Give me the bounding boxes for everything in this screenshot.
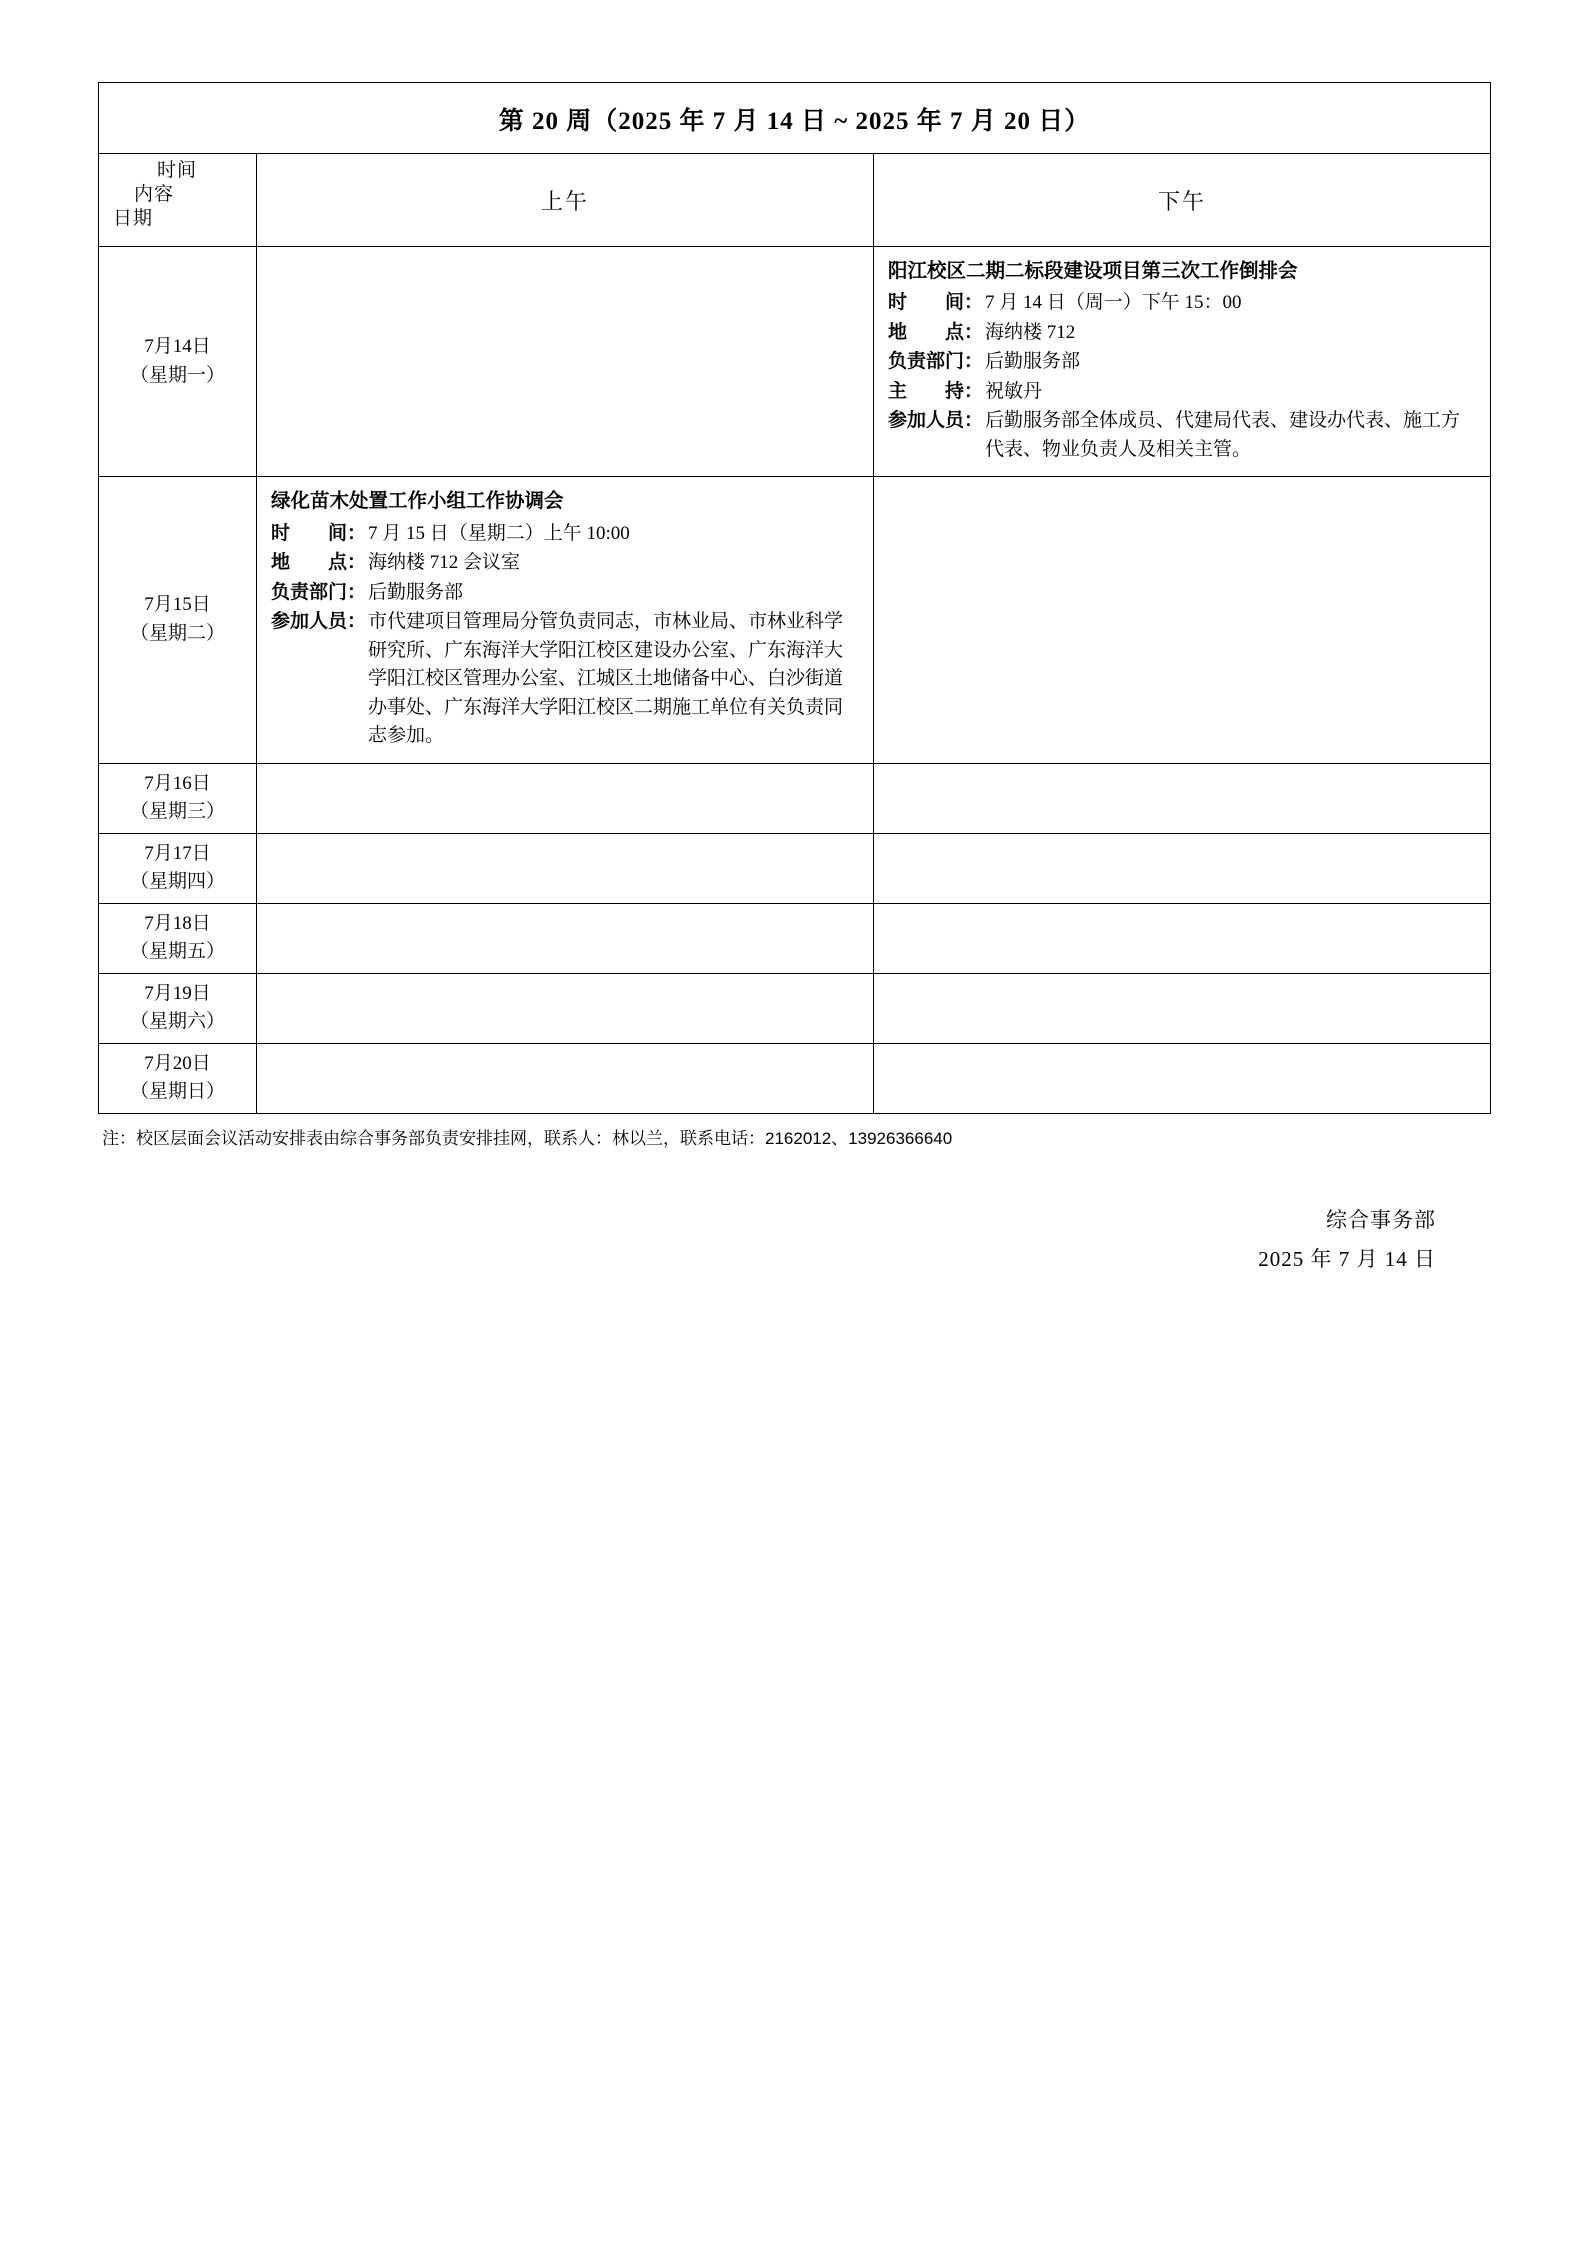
event-department-value: 后勤服务部 bbox=[368, 581, 464, 603]
signature-block bbox=[98, 1201, 1490, 1281]
event-host-row bbox=[888, 378, 1478, 407]
event-label-department: 负责部门： bbox=[888, 351, 984, 373]
afternoon-cell bbox=[874, 903, 1491, 973]
corner-label-time: 时间 bbox=[157, 160, 198, 181]
event-place-value: 海纳楼 712 会议室 bbox=[368, 552, 521, 573]
event-place-row bbox=[271, 549, 861, 578]
morning-cell bbox=[257, 973, 874, 1043]
event-title: 阳江校区二期二标段建设项目第三次工作倒排会 bbox=[888, 260, 1298, 282]
table-row bbox=[99, 973, 1491, 1043]
table-header-row bbox=[99, 154, 1491, 247]
morning-cell bbox=[257, 247, 874, 477]
event-label-attendees: 参加人员： bbox=[271, 611, 367, 632]
event-department-row bbox=[888, 348, 1478, 377]
afternoon-cell bbox=[874, 477, 1491, 763]
event-attendees-value: 后勤服务部全体成员、代建局代表、建设办代表、施工方代表、物业负责人及相关主管。 bbox=[985, 410, 1461, 460]
event-block bbox=[874, 247, 1490, 476]
day-date: 7月15日 bbox=[144, 594, 211, 616]
day-cell bbox=[99, 1043, 257, 1113]
morning-cell bbox=[257, 833, 874, 903]
day-weekday: （星期一） bbox=[129, 364, 225, 386]
day-cell bbox=[99, 833, 257, 903]
column-header-morning: 上午 bbox=[257, 154, 874, 247]
table-row bbox=[99, 247, 1491, 477]
afternoon-cell bbox=[874, 763, 1491, 833]
event-attendees-value: 市代建项目管理局分管负责同志，市林业局、市林业科学研究所、广东海洋大学阳江校区建设办公室、广东海洋大学阳江校区管理办公室、江城区土地储备中心、白沙街道办事处、广东海洋大学阳江校区二期施工单位有关负责同志参加。 bbox=[368, 611, 844, 746]
event-time-value: 7 月 15 日（星期二）上午 10:00 bbox=[368, 522, 630, 544]
event-block bbox=[257, 477, 873, 762]
day-date: 7月14日 bbox=[144, 336, 211, 358]
day-date: 7月20日 bbox=[144, 1052, 211, 1074]
table-row bbox=[99, 833, 1491, 903]
morning-cell bbox=[257, 477, 874, 763]
weekly-schedule-table bbox=[98, 82, 1491, 1114]
table-row bbox=[99, 1043, 1491, 1113]
event-title: 绿化苗木处置工作小组工作协调会 bbox=[271, 490, 564, 513]
event-host-value: 祝敏丹 bbox=[985, 380, 1043, 402]
morning-cell bbox=[257, 763, 874, 833]
day-weekday: （星期五） bbox=[129, 941, 225, 962]
day-date: 7月18日 bbox=[144, 912, 211, 934]
afternoon-cell bbox=[874, 973, 1491, 1043]
footer-note: 注：校区层面会议活动安排表由综合事务部负责安排挂网，联系人：林以兰，联系电话：2162012、13926366640 bbox=[102, 1128, 953, 1148]
day-weekday: （星期日） bbox=[129, 1081, 225, 1102]
event-label-place: 地 点： bbox=[888, 321, 984, 343]
afternoon-cell bbox=[874, 833, 1491, 903]
day-cell bbox=[99, 973, 257, 1043]
day-weekday: （星期二） bbox=[129, 622, 225, 644]
day-date: 7月17日 bbox=[144, 842, 211, 864]
corner-label-content: 内容 bbox=[134, 184, 175, 205]
day-cell bbox=[99, 247, 257, 477]
day-cell bbox=[99, 477, 257, 763]
schedule-title: 第 20 周（2025 年 7 月 14 日 ~ 2025 年 7 月 20 日） bbox=[99, 83, 1491, 154]
column-header-afternoon: 下午 bbox=[874, 154, 1491, 247]
signature-org: 综合事务部 bbox=[1326, 1207, 1436, 1232]
event-label-time: 时 间： bbox=[271, 522, 367, 544]
table-row bbox=[99, 903, 1491, 973]
event-time-row bbox=[888, 289, 1478, 318]
morning-cell bbox=[257, 903, 874, 973]
document-body bbox=[98, 82, 1490, 1280]
table-row bbox=[99, 477, 1491, 763]
event-label-department: 负责部门： bbox=[271, 581, 367, 603]
event-time-row bbox=[271, 520, 861, 549]
day-date: 7月16日 bbox=[144, 772, 211, 794]
day-cell bbox=[99, 903, 257, 973]
signature-date: 2025 年 7 月 14 日 bbox=[1258, 1247, 1436, 1272]
table-title-row bbox=[99, 83, 1491, 154]
event-label-time: 时 间： bbox=[888, 292, 984, 314]
event-attendees-row bbox=[271, 608, 861, 751]
table-row bbox=[99, 763, 1491, 833]
event-label-attendees: 参加人员： bbox=[888, 410, 984, 432]
day-cell bbox=[99, 763, 257, 833]
event-label-host: 主 持： bbox=[888, 380, 984, 402]
event-department-row bbox=[271, 579, 861, 608]
afternoon-cell bbox=[874, 1043, 1491, 1113]
corner-header-cell bbox=[99, 154, 257, 247]
event-place-value: 海纳楼 712 bbox=[985, 321, 1076, 343]
afternoon-cell bbox=[874, 247, 1491, 477]
event-attendees-row bbox=[888, 407, 1478, 464]
event-label-place: 地 点： bbox=[271, 552, 367, 573]
day-weekday: （星期四） bbox=[129, 871, 225, 892]
event-department-value: 后勤服务部 bbox=[985, 351, 1081, 373]
event-place-row bbox=[888, 319, 1478, 348]
event-time-value: 7 月 14 日（周一）下午 15：00 bbox=[985, 292, 1242, 314]
morning-cell bbox=[257, 1043, 874, 1113]
day-date: 7月19日 bbox=[144, 982, 211, 1004]
day-weekday: （星期三） bbox=[129, 801, 225, 822]
day-weekday: （星期六） bbox=[129, 1011, 225, 1032]
corner-label-date: 日期 bbox=[113, 208, 154, 229]
